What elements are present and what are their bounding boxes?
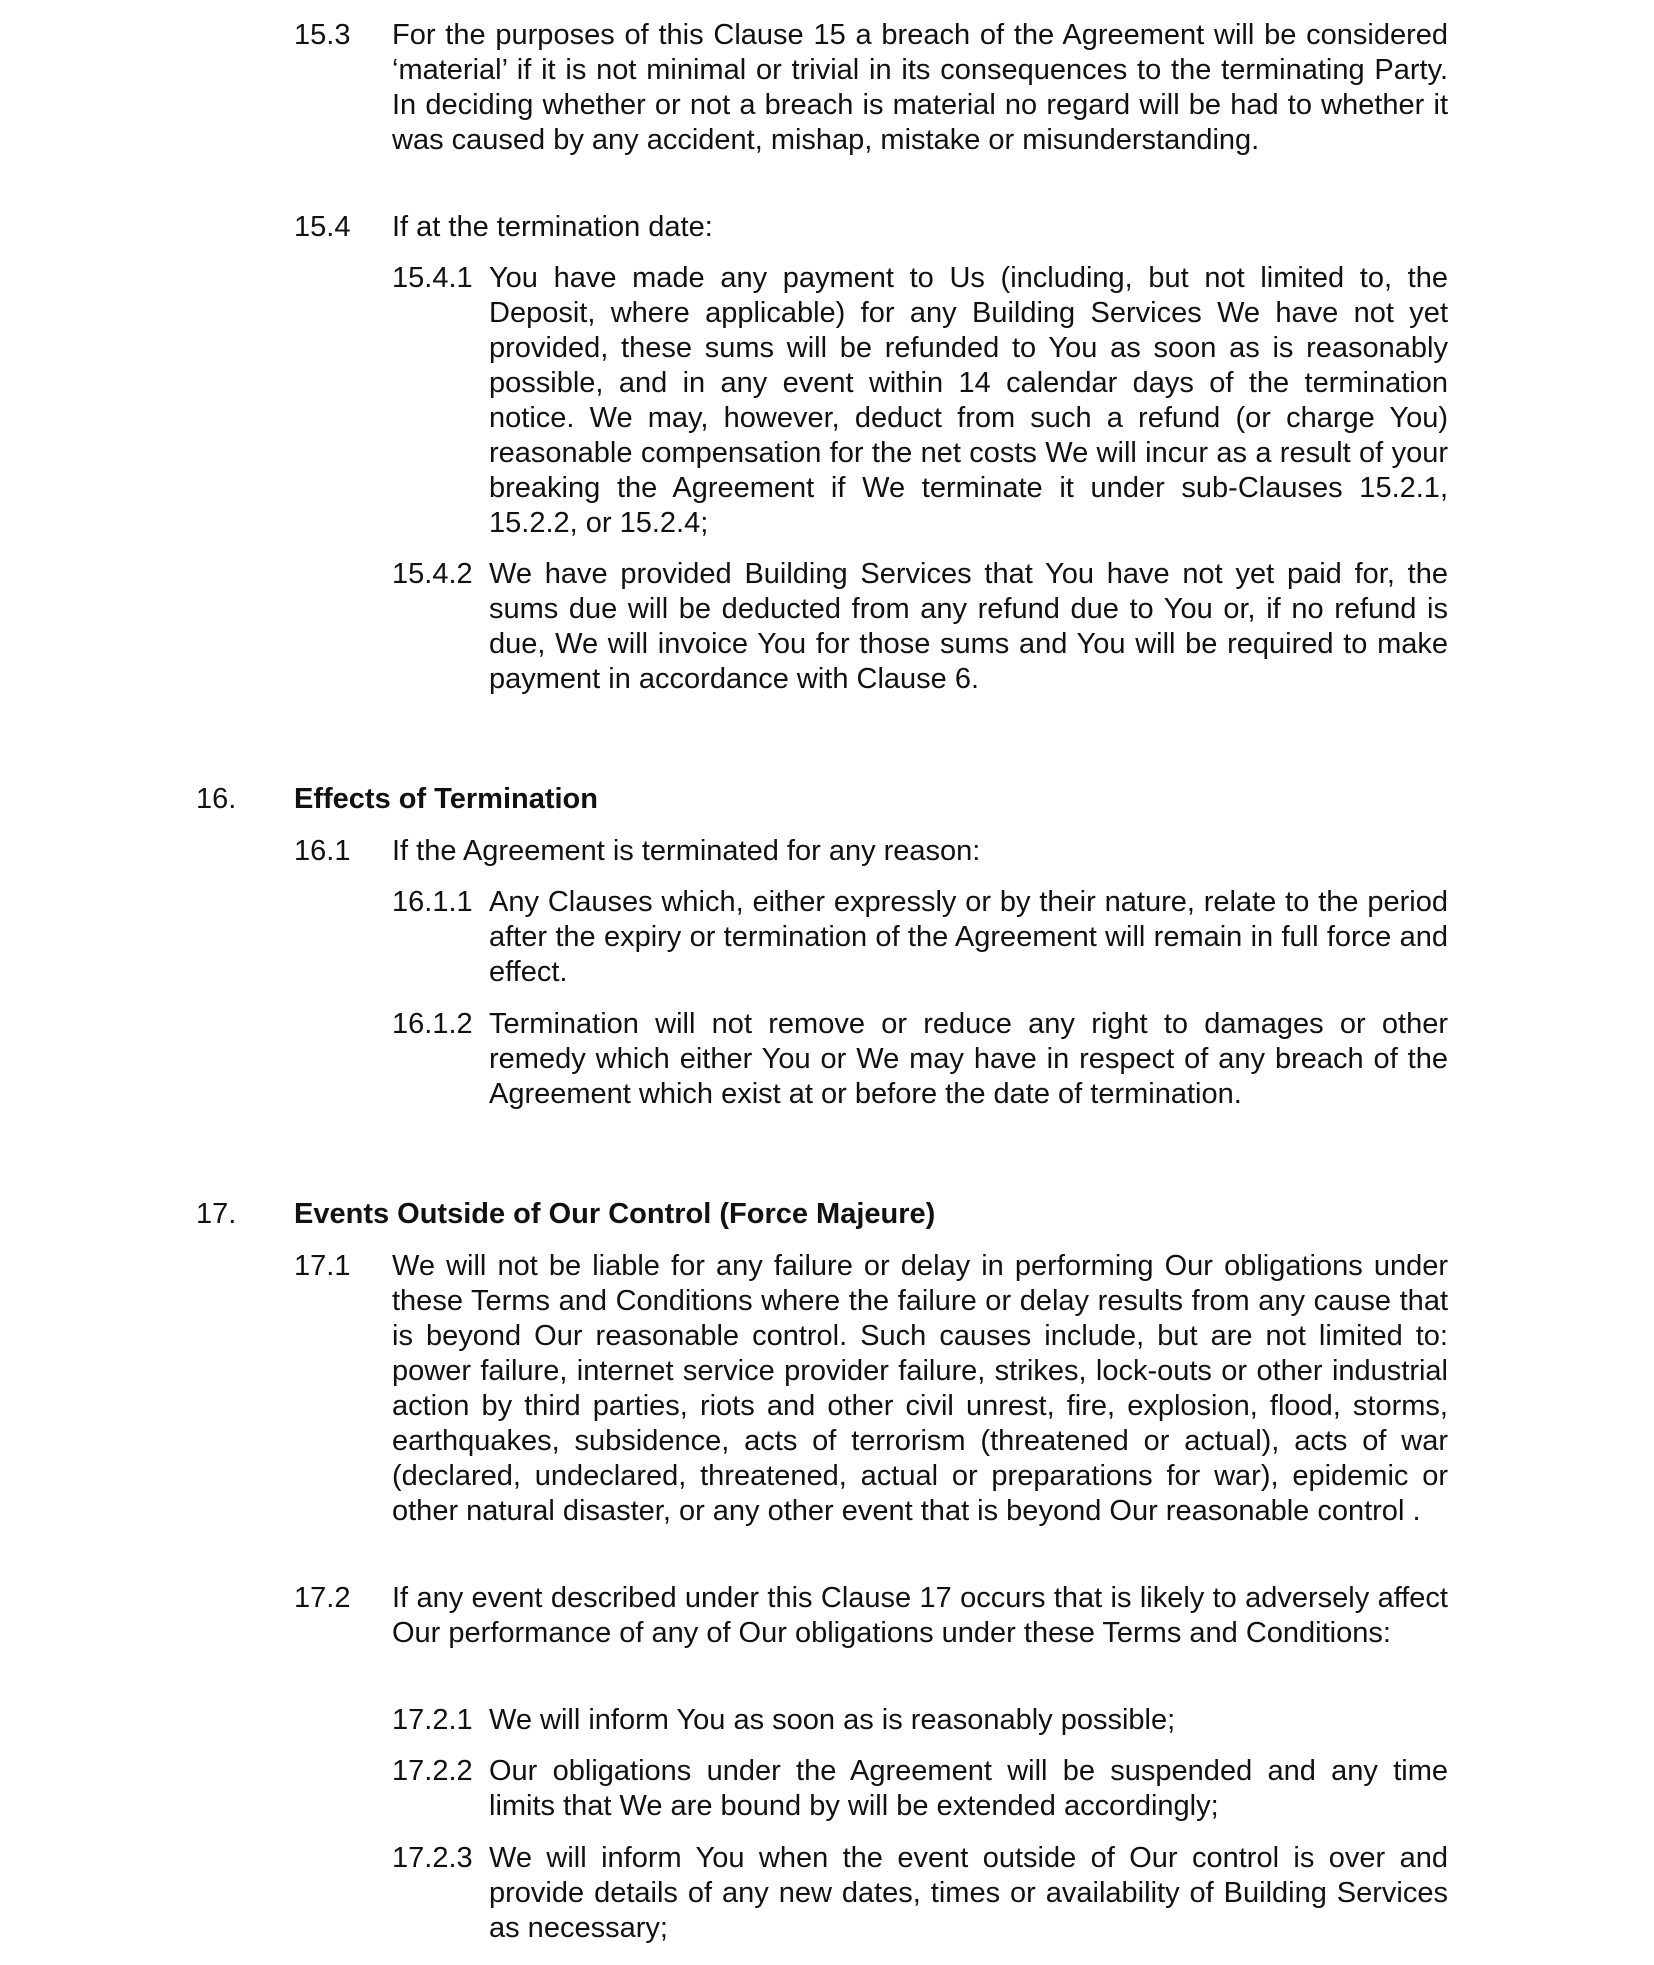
clause-text: We have provided Building Services that You have not yet paid for, the sums due will be deducted from any refund due to You or, if no refund is due, We will invoice You for those sums and You will be required to make payment in accordance with Clause 6. xyxy=(489,558,1448,695)
clause-number: 15.3 xyxy=(294,19,351,51)
clause-number: 15.4 xyxy=(294,211,351,243)
clause-text: We will inform You when the event outside of Our control is over and provide details of any new dates, times or availability of Building Services as necessary; xyxy=(489,1842,1448,1944)
clause-number: 16.1.1 xyxy=(392,886,473,918)
clause-text: If any event described under this Clause 17 occurs that is likely to adversely affect Our performance of any of Our obligations under these Terms and Conditions: xyxy=(392,1582,1448,1649)
clause-text: If the Agreement is terminated for any reason: xyxy=(392,835,981,867)
clause-text: Any Clauses which, either expressly or by their nature, relate to the period after the expiry or termination of the Agreement will remain in full force and effect. xyxy=(489,886,1448,988)
section-title: Effects of Termination xyxy=(294,783,598,815)
clause-number: 17.2.3 xyxy=(392,1842,473,1874)
clause-number: 17.2.2 xyxy=(392,1755,473,1787)
clause-text: We will not be liable for any failure or delay in performing Our obligations under these Terms and Conditions where the failure or delay results from any cause that is beyond Our reasonable control. Such causes include, but are not limited to: power failure, internet service provider failure, strikes, lock-outs or other industrial action by third parties, riots and other civil unrest, fire, explosion, flood, storms, earthquakes, subsidence, acts of terrorism (threatened or actual), acts of war (declared, undeclared, threatened, actual or preparations for war), epidemic or other natural disaster, or any other event that is beyond Our reasonable control . xyxy=(392,1250,1448,1527)
clause-text: If at the termination date: xyxy=(392,211,713,243)
clause-number: 17.2.1 xyxy=(392,1704,473,1736)
section-title: Events Outside of Our Control (Force Majeure) xyxy=(294,1198,936,1230)
section-number: 17. xyxy=(196,1198,237,1230)
clause-text: You have made any payment to Us (including, but not limited to, the Deposit, where applicable) for any Building Services We have not yet provided, these sums will be refunded to You as soon as is reasonably possible, and in any event within 14 calendar days of the termination notice. We may, however, deduct from such a refund (or charge You) reasonable compensation for the net costs We will incur as a result of your breaking the Agreement if We terminate it under sub-Clauses 15.2.1, 15.2.2, or 15.2.4; xyxy=(489,262,1448,539)
clause-number: 15.4.2 xyxy=(392,558,473,590)
clause-number: 17.2 xyxy=(294,1582,351,1614)
clause-text: We will inform You as soon as is reasonably possible; xyxy=(489,1704,1176,1736)
clause-number: 16.1.2 xyxy=(392,1008,473,1040)
clause-number: 15.4.1 xyxy=(392,262,473,294)
clause-number: 16.1 xyxy=(294,835,351,867)
section-number: 16. xyxy=(196,783,237,815)
clause-number: 17.1 xyxy=(294,1250,351,1282)
clause-text: Termination will not remove or reduce any right to damages or other remedy which either You or We may have in respect of any breach of the Agreement which exist at or before the date of termination. xyxy=(489,1008,1448,1110)
clause-text: Our obligations under the Agreement will be suspended and any time limits that We are bound by will be extended accordingly; xyxy=(489,1755,1448,1822)
clause-text: For the purposes of this Clause 15 a breach of the Agreement will be considered ‘material’ if it is not minimal or trivial in its consequences to the terminating Party. In deciding whether or not a breach is material no regard will be had to whether it was caused by any accident, mishap, mistake or misunderstanding. xyxy=(392,19,1448,156)
